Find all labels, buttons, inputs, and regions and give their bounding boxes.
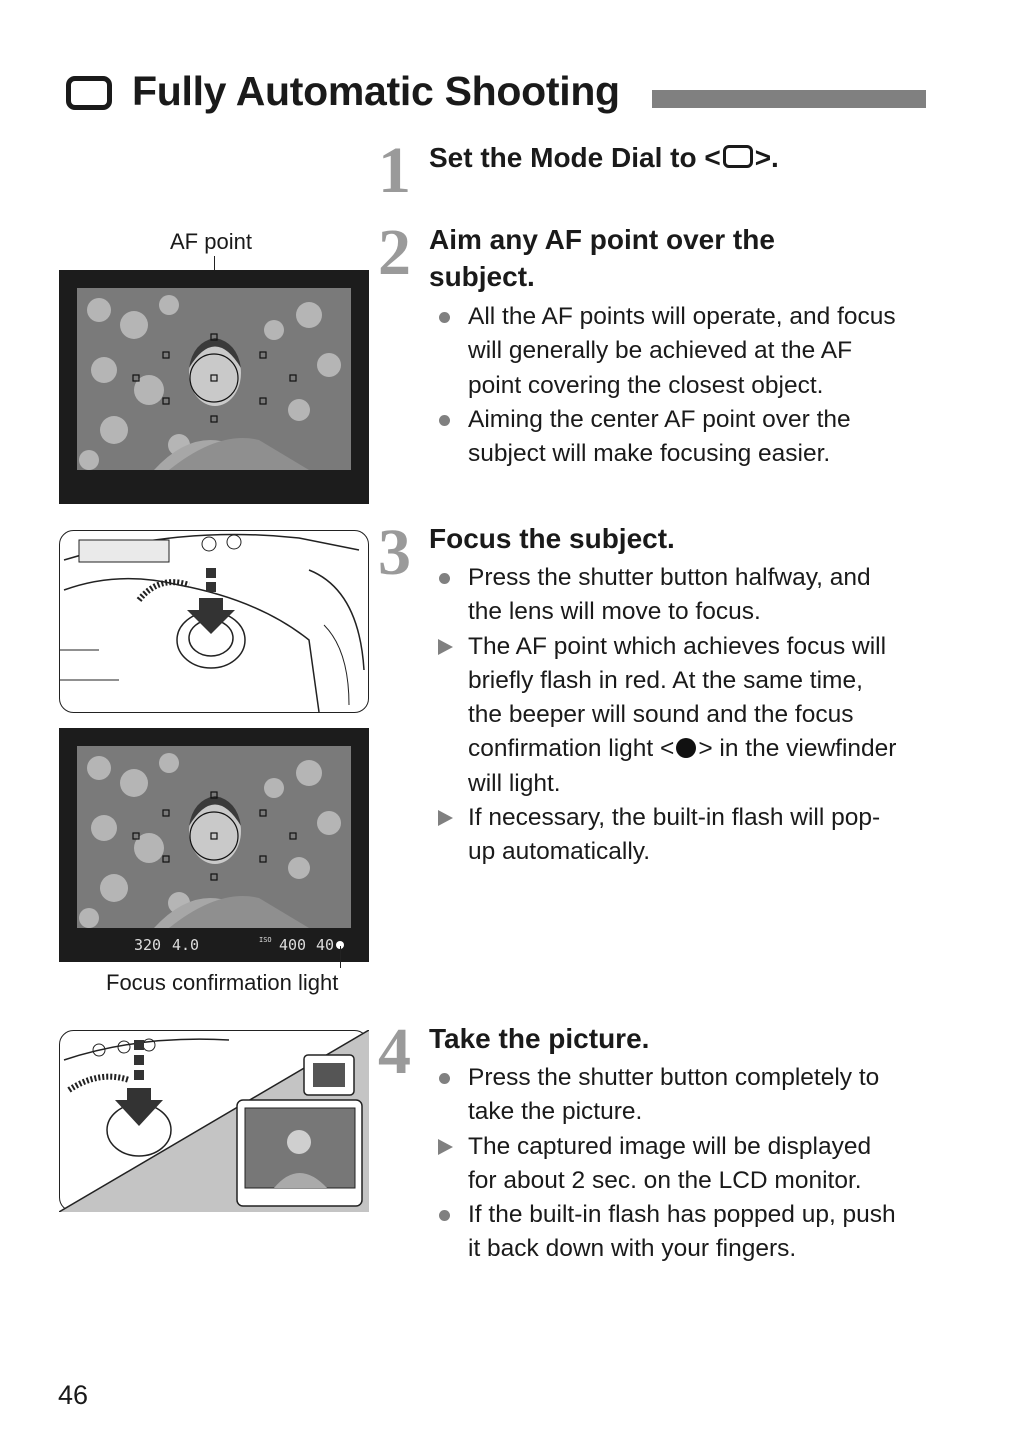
step-4-title: Take the picture. [429,1023,650,1054]
step-2-number: 2 [378,216,411,289]
page-number: 46 [58,1380,89,1410]
step-2-bullets [431,300,901,471]
focus-light-leader-line [340,946,341,968]
bullet-item: All the AF points will operate, and focus will generally be achieved at the AF point covering the closest object. [431,300,901,403]
viewfinder-illustration-focus-confirmation [59,728,369,962]
focus-confirmation-dot-icon [676,738,696,758]
step-4-number: 4 [378,1015,411,1088]
viewfinder-illustration-af-points [59,270,369,504]
bullet-item: If the built-in flash has popped up, push it back down with your fingers. [431,1198,901,1267]
step-2-title: Aim any AF point over the subject. [429,224,775,292]
bullet-item: The captured image will be displayed for about 2 sec. on the LCD monitor. [431,1130,901,1199]
full-auto-mode-icon [66,76,112,110]
shutter-half-press-illustration [59,530,369,713]
step-4-bullets [431,1061,901,1267]
viewfinder-aperture: 4.0 [172,936,200,954]
viewfinder-iso-label: ISO [259,936,272,944]
step-3-title: Focus the subject. [429,523,675,554]
bullet-item: Press the shutter button halfway, and the lens will move to focus. [431,561,901,630]
bullet-item: The AF point which achieves focus will briefly flash in red. At the same time, the beeper will sound and the focus confirmation light < > in the viewfinder will light. [431,630,901,801]
af-point-label: AF point [170,229,252,254]
bullet-item: If necessary, the built-in flash will pop-up automatically. [431,801,901,870]
viewfinder-shutter-speed: 320 [134,936,162,954]
bullet-item: Press the shutter button completely to take the picture. [431,1061,901,1130]
step-1-number: 1 [378,134,411,207]
focus-confirmation-light-label: Focus confirmation light [106,970,339,995]
page-title: Fully Automatic Shooting [132,68,620,114]
bullet-item: Aiming the center AF point over the subject will make focusing easier. [431,403,901,472]
viewfinder-iso: 400 [279,936,307,954]
step-3-bullets [431,561,901,870]
step-1-title: Set the Mode Dial to < >. [429,142,779,173]
title-rule [652,90,926,108]
viewfinder-shots-remaining: 40 [316,936,335,954]
shutter-full-press-lcd-illustration [59,1030,369,1212]
full-auto-mode-icon [723,145,753,168]
step-3-number: 3 [378,516,411,589]
